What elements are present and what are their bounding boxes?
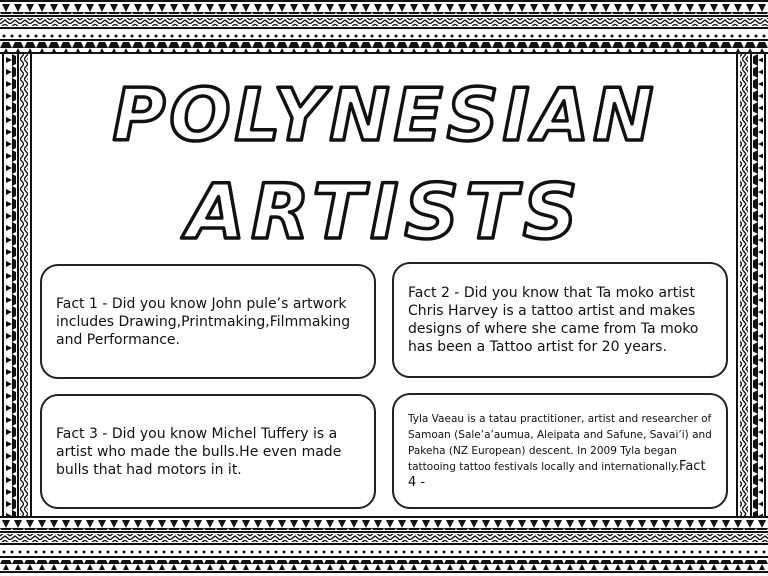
fact-text-1: Fact 1 - Did you know John pule’s artwork includes Drawing,Printmaking,Filmmaking and Performance. [56, 295, 351, 348]
fact-4-label: Fact 4 - [408, 459, 706, 490]
page-title [40, 58, 730, 258]
fact-text-3: Fact 3 - Did you know Michel Tuffery is a artist who made the bulls.He even made bulls that had motors in it. [56, 425, 342, 478]
border-left-pattern [0, 54, 34, 516]
fact-card-4 [392, 393, 728, 509]
border-bottom-pattern [0, 516, 768, 576]
fact-card-3 [40, 394, 376, 509]
fact-card-2 [392, 262, 728, 378]
fact-text-4-wrap [394, 411, 726, 491]
fact-text-4: Tyla Vaeau is a tatau practitioner, artist and researcher of Samoan (Sale’a’aumua, Aleipata and Safune, Savai’i) and Pakeha (NZ European) descent. In 2009 Tyla began tattooing tattoo festivals locally and internationally. [408, 413, 712, 473]
border-top-pattern [0, 0, 768, 54]
title-line-2: ARTISTS [186, 167, 584, 256]
border-right-pattern [734, 54, 768, 516]
title-line-1: POLYNESIAN [112, 73, 658, 157]
fact-text-2: Fact 2 - Did you know that Ta moko artist Chris Harvey is a tattoo artist and makes designs of where she came from Ta moko has been a Tattoo artist for 20 years. [408, 285, 699, 355]
fact-card-1 [40, 264, 376, 379]
